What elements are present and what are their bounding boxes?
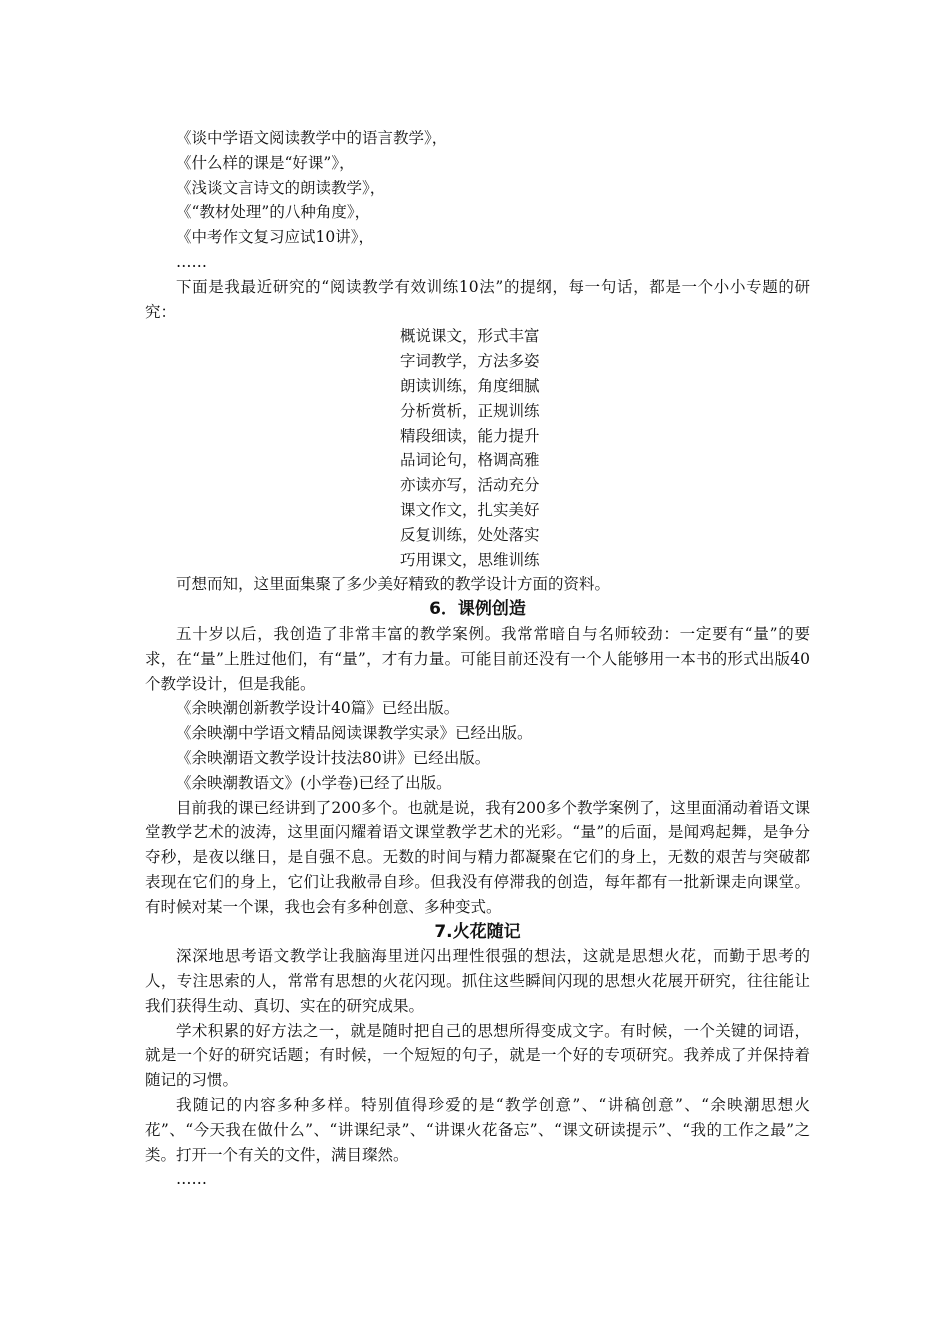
section-7-paragraph: 学术积累的好方法之一，就是随时把自己的思想所得变成文字。有时候，一个关键的词语，就是一个好的研究话题；有时候，一个短短的句子，就是一个好的专项研究。我养成了并保持着随记的习惯。	[145, 1021, 810, 1090]
section-7-heading: 7.火花随记	[434, 921, 521, 942]
list-item: 《中考作文复习应试10讲》，	[176, 228, 374, 247]
closing-ellipsis: ……	[176, 1170, 207, 1189]
document-page	[145, 126, 810, 1192]
outline-list	[145, 324, 810, 572]
outline-item: 课文作文，扎实美好	[400, 500, 540, 519]
outline-item: 巧用课文，思维训练	[400, 550, 540, 569]
list-ellipsis: ……	[176, 252, 207, 271]
outline-item: 概说课文，形式丰富	[400, 327, 540, 346]
section-6-heading: 6．课例创造	[429, 599, 526, 620]
outline-item: 字词教学，方法多姿	[400, 352, 540, 371]
outline-conclusion: 可想而知，这里面集聚了多少美好精致的教学设计方面的资料。	[176, 575, 611, 594]
outline-item: 精段细读，能力提升	[400, 426, 540, 445]
intro-paragraph: 下面是我最近研究的“阅读教学有效训练10法”的提纲，每一句话，都是一个小小专题的研究：	[145, 277, 810, 321]
outline-item: 朗读训练，角度细腻	[400, 376, 540, 395]
book-item: 《余映潮教语文》(小学卷)已经了出版。	[176, 773, 452, 792]
outline-item: 分析赏析，正规训练	[400, 401, 540, 420]
list-item: 《什么样的课是“好课”》，	[176, 153, 355, 172]
outline-item: 品词论句，格调高雅	[400, 451, 540, 470]
outline-item: 反复训练，处处落实	[400, 525, 540, 544]
book-item: 《余映潮中学语文精品阅读课教学实录》已经出版。	[176, 724, 533, 743]
section-6-paragraph: 五十岁以后，我创造了非常丰富的教学案例。我常常暗自与名师较劲：一定要有“量”的要求，在“量”上胜过他们，有“量”，才有力量。可能目前还没有一个人能够用一本书的形式出版40个教学设计，但是我能。	[145, 624, 810, 693]
section-7-paragraph: 我随记的内容多种多样。特别值得珍爱的是“教学创意”、“讲稿创意”、“余映潮思想火花”、“今天我在做什么”、“讲课纪录”、“讲课火花备忘”、“课文研读提示”、“我的工作之最”之类。打开一个有关的文件，满目璨然。	[145, 1096, 810, 1164]
list-item: 《谈中学语文阅读教学中的语言教学》，	[176, 129, 448, 147]
intro-title-list	[145, 126, 810, 275]
book-item: 《余映潮语文教学设计技法80讲》已经出版。	[176, 748, 491, 767]
list-item: 《浅谈文言诗文的朗读教学》，	[176, 178, 386, 197]
section-7-paragraph: 深深地思考语文教学让我脑海里迸闪出理性很强的想法，这就是思想火花，而勤于思考的人，专注思索的人，常常有思想的火花闪现。抓住这些瞬间闪现的思想火花展开研究，往往能让我们获得生动、真切、实在的研究成果。	[145, 947, 810, 1015]
section-6-paragraph: 目前我的课已经讲到了200多个。也就是说，我有200多个教学案例了，这里面涌动着语文课堂教学艺术的波涛，这里面闪耀着语文课堂教学艺术的光彩。“量”的后面，是闻鸡起舞，是争分夺秒，是夜以继日，是自强不息。无数的时间与精力都凝聚在它们的身上，无数的艰苦与突破都表现在它们的身上，它们让我敝帚自珍。但我没有停滞我的创造，每年都有一批新课走向课堂。有时候对某一个课，我也会有多种创意、多种变式。	[145, 798, 810, 916]
outline-item: 亦读亦写，活动充分	[400, 476, 540, 495]
book-item: 《余映潮创新教学设计40篇》已经出版。	[176, 699, 460, 718]
book-list	[145, 696, 810, 795]
list-item: 《“教材处理”的八种角度》，	[176, 203, 371, 222]
